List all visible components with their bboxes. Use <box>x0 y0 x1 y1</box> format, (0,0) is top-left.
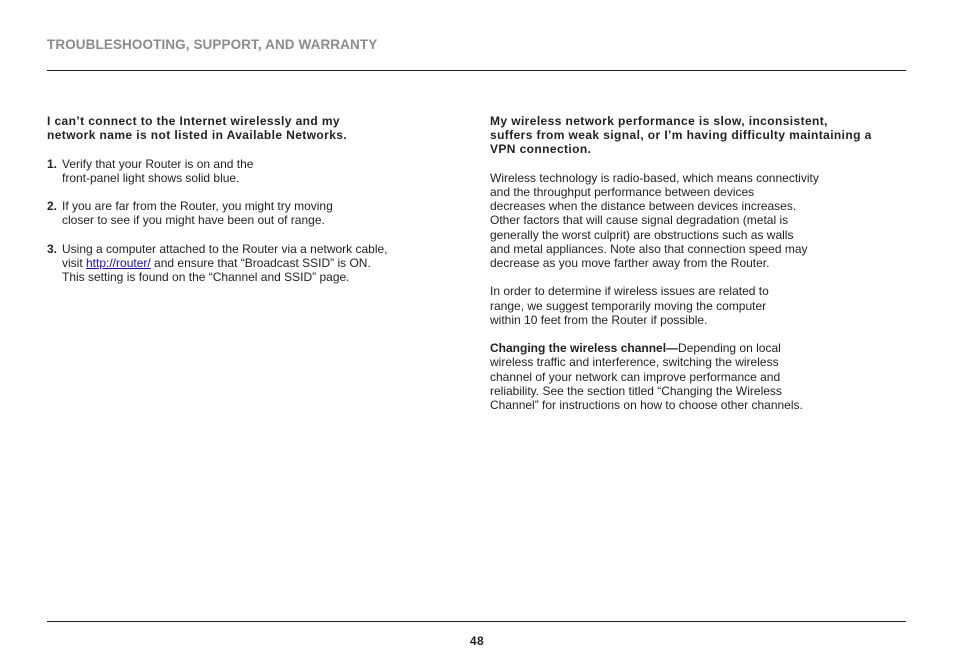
step-1: 1. Verify that your Router is on and the front-panel light shows solid blue. <box>47 156 254 185</box>
step-number: 1. <box>47 156 58 171</box>
header-divider <box>47 70 906 71</box>
left-question-heading: I can’t connect to the Internet wirelessly and my network name is not listed in Available Networks. <box>47 114 348 143</box>
step-number: 3. <box>47 241 58 256</box>
right-column <box>490 114 900 412</box>
page-header-title: TROUBLESHOOTING, SUPPORT, AND WARRANTY <box>47 37 378 52</box>
step-2: 2. If you are far from the Router, you might try moving closer to see if you might have been out of range. <box>47 199 333 228</box>
router-link[interactable]: http://router/ <box>86 255 151 270</box>
paragraph-wireless-technology: Wireless technology is radio-based, which means connectivity and the throughput performance between devices decreases when the distance between devices increases. Other factors that will cause signal degradation (metal is generally the worst culprit) are obstructions such as walls and metal appliances. Note also that connection speed may decrease as you move farther away from the Router. <box>490 170 819 271</box>
paragraph-range-test: In order to determine if wireless issues are related to range, we suggest temporarily moving the computer within 10 feet from the Router if possible. <box>490 284 769 327</box>
footer-divider <box>47 621 906 622</box>
right-question-heading: My wireless network performance is slow, inconsistent, suffers from weak signal, or I’m having difficulty maintaining a VPN connection. <box>490 114 872 157</box>
page-number: 48 <box>469 634 485 648</box>
paragraph-changing-channel: Changing the wireless channel—Depending on local wireless traffic and interference, switching the wireless channel of your network can improve performance and reliability. See the section titled “Changing the Wireless Channel” for instructions on how to choose other channels. <box>490 341 803 413</box>
step-3: 3. Using a computer attached to the Router via a network cable, visit http://router/ and ensure that “Broadcast SSID” is ON. This setting is found on the “Channel and SSID” page. <box>47 241 388 285</box>
step-number: 2. <box>47 199 58 214</box>
channel-lead-bold: Changing the wireless channel— <box>490 341 679 356</box>
left-column <box>47 114 437 284</box>
